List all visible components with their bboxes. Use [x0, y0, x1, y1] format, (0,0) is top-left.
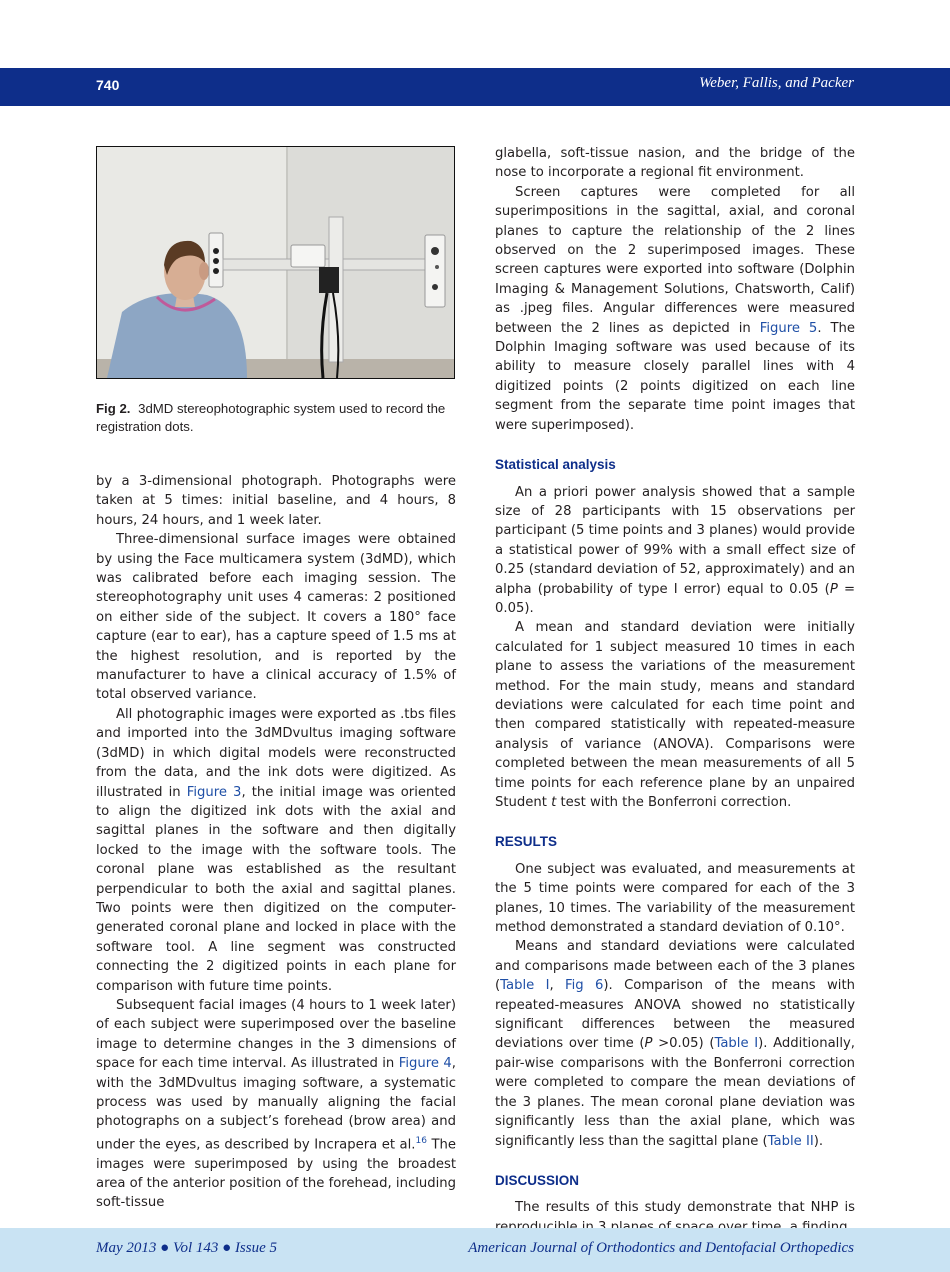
header-bar [0, 68, 950, 106]
running-head: Weber, Fallis, and Packer [699, 75, 854, 91]
paragraph: glabella, soft-tissue nasion, and the bridge of the nose to incorporate a regional fit environment. [495, 146, 855, 181]
figure-photo [96, 146, 455, 379]
footer-issue-info: May 2013 ● Vol 143 ● Issue 5 [96, 1240, 278, 1256]
page-number: 740 [96, 77, 120, 93]
paragraph: All photographic images were exported as .tbs files and imported into the 3dMDvultus imaging software (3dMD) in which digital models were reconstructed from the data, and the ink dots were digitized. As illustrated in Figure 3, the initial image was oriented to align the digitized ink dots with the axial and sagittal planes in the software and then digitally locked to the image with the software tools. The coronal plane was established as the resultant perpendicular to both the axial and sagittal planes. Two points were then digitized on the computer-generated coronal plane and locked in place with the software tool. A line segment was constructed connecting the 2 digitized points in each plane for comparison with future time points. [96, 706, 456, 994]
figure-caption [96, 400, 458, 436]
figure-label: Fig 2. [96, 401, 131, 416]
table-1-link[interactable]: Table I [500, 978, 550, 994]
paragraph: A mean and standard deviation were initially calculated for 1 subject measured 10 times in each plane to assess the variations of the measurement method. For the main study, means and standard deviations were calculated for each time point and then compared statistically with repeated-measure analysis of variance (ANOVA). Comparisons were completed between the mean measurements of all 5 time points for each reference plane by an unpaired Student t test with the Bonferroni correction. [495, 620, 855, 810]
section-heading-results: RESULTS [495, 834, 558, 850]
paragraph: Screen captures were completed for all superimpositions in the sagittal, axial, and coronal planes to capture the relationship of the 2 lines observed on the 2 superimposed images. These screen captures were exported into software (Dolphin Imaging & Management Solutions, Chatsworth, Calif) as .jpeg files. Angular differences were measured between the 2 lines as depicted in Figure 5. The Dolphin Imaging software was used because of its ability to measure closely parallel lines with 4 digitized points (2 points digitized on each line segment from the separate time point images that were superimposed). [495, 184, 855, 433]
paragraph: An a priori power analysis showed that a sample size of 28 participants with 15 observations per participant (5 time points and 3 planes) would provide a statistical power of 99% with a small effect size of 0.25 (standard deviation of 52, approximately) and an alpha (probability of type I error) equal to 0.05 (P = 0.05). [495, 484, 855, 616]
table-2-link[interactable]: Table II [767, 1133, 814, 1149]
paragraph: One subject was evaluated, and measurements at the 5 time points were compared for each of the 3 planes, 10 times. The variability of the measurement method demonstrated a standard deviation of 0.10°. [495, 861, 855, 936]
paragraph: by a 3-dimensional photograph. Photographs were taken at 5 times: initial baseline, and 4 hours, 8 hours, 24 hours, and 1 week later. [96, 474, 456, 528]
footer-bar [0, 1228, 950, 1272]
figure-4-link[interactable]: Figure 4 [398, 1056, 452, 1072]
paragraph: Subsequent facial images (4 hours to 1 week later) of each subject were superimposed over the baseline image to determine changes in the 3 dimensions of space for each time interval. As illustrated in Figure 4, with the 3dMDvultus imaging software, a systematic process was used by manually aligning the facial photographs on a subject’s forehead (brow area) and under the eyes, as described by Incrapera et al.$^{16}$ The images were superimposed by using the broadest area of the anterior position of the forehead, including soft-tissue [96, 997, 456, 1211]
section-heading-discussion: DISCUSSION [495, 1172, 580, 1188]
figure-3-link[interactable]: Figure 3 [186, 784, 242, 800]
section-heading-statistical-analysis: Statistical analysis [495, 457, 616, 473]
paragraph: Means and standard deviations were calculated and comparisons made between each of the 3 planes (Table I, Fig 6). Comparison of the means with repeated-measures ANOVA showed no statistically significant differences between the measured deviations over time (P >0.05) (Table I). Additionally, pair-wise comparisons with the Bonferroni correction were completed to compare the mean deviations of the 3 planes. The mean coronal plane deviation was significantly less than the axial plane, which was significantly less than the sagittal plane (Table II). [495, 939, 855, 1149]
table-1-link[interactable]: Table I [714, 1036, 759, 1052]
figure-caption-text: 3dMD stereophotographic system used to record the registration dots. [96, 401, 446, 434]
figure-5-link[interactable]: Figure 5 [759, 320, 818, 336]
reference-16-link[interactable]: 16 [415, 1135, 427, 1146]
left-column [96, 472, 456, 1213]
stereophotographic-system-photo [97, 147, 454, 378]
paragraph: The results of this study demonstrate that NHP is [515, 1200, 855, 1216]
footer-journal-title: American Journal of Orthodontics and Dentofacial Orthopedics [468, 1240, 854, 1256]
right-column [495, 144, 855, 1237]
paragraph: Three-dimensional surface images were obtained by using the Face multicamera system (3dMD), which was calibrated before each imaging session. The stereophotography unit uses 4 cameras: 2 positioned on either side of the subject. It covers a 180° face capture (ear to ear), has a capture speed of 1.5 ms at the highest resolution, and is reported by the manufacturer to have a clinical accuracy of 1.5% of total observed variance. [96, 532, 456, 703]
fig-6-link[interactable]: Fig 6 [565, 978, 604, 994]
